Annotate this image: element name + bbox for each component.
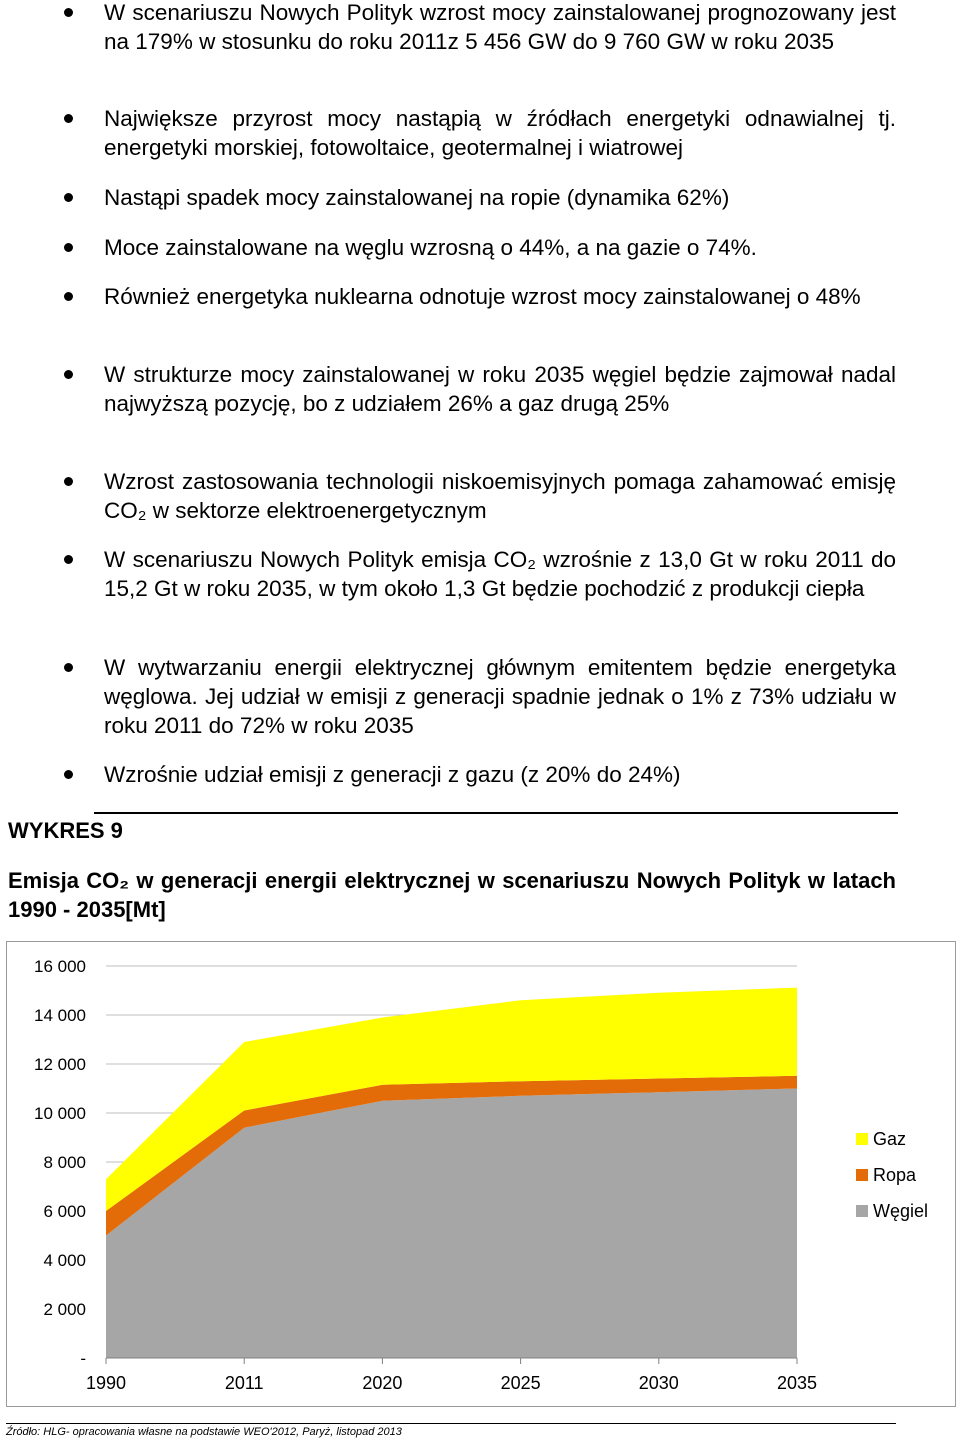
y-tick-label: 6 000 [43, 1202, 86, 1221]
legend-label: Węgiel [873, 1201, 929, 1221]
x-tick-label: 2020 [362, 1373, 403, 1393]
bullet-text: Wzrost zastosowania technologii niskoemisyjnych pomaga zahamować emisję CO₂ w sektorze elektroenergetycznym [104, 469, 896, 523]
x-tick-label: 2030 [638, 1373, 679, 1393]
y-tick-label: 4 000 [43, 1251, 86, 1270]
y-tick-label: 14 000 [34, 1006, 86, 1025]
x-tick-label: 2035 [776, 1373, 818, 1393]
y-tick-label: - [80, 1349, 86, 1368]
bullet-text: Moce zainstalowane na węglu wzrosną o 44%, a na gazie o 74%. [104, 235, 757, 260]
x-tick-label: 1990 [85, 1373, 127, 1393]
x-tick-label: 2011 [224, 1373, 264, 1393]
bullet-text: Wzrośnie udział emisji z generacji z gazu (z 20% do 24%) [104, 762, 681, 787]
y-tick-label: 12 000 [34, 1055, 86, 1074]
bullet-text: Nastąpi spadek mocy zainstalowanej na ropie (dynamika 62%) [104, 185, 730, 210]
chart-title: Emisja CO₂ w generacji energii elektrycznej w scenariuszu Nowych Polityk w latach 1990 - 2035[Mt] [8, 868, 896, 922]
figure-label: WYKRES 9 [8, 818, 123, 843]
source-note: Źródło: HLG- opracowania własne na podstawie WEO'2012, Paryż, listopad 2013 [6, 1426, 402, 1438]
y-tick-label: 10 000 [34, 1104, 86, 1123]
bullet-text: Największe przyrost mocy nastąpią w źródłach energetyki odnawialnej tj. energetyki morskiej, fotowoltaice, geotermalnej i wiatrowej [104, 106, 896, 160]
y-tick-label: 8 000 [43, 1153, 86, 1172]
bullet-text: Również energetyka nuklearna odnotuje wzrost mocy zainstalowanej o 48% [104, 284, 861, 309]
y-tick-label: 16 000 [34, 957, 86, 976]
x-tick-label: 2025 [500, 1373, 541, 1393]
legend-label: Ropa [873, 1165, 917, 1185]
legend-swatch [856, 1169, 868, 1181]
legend-swatch [856, 1205, 868, 1217]
source-divider [6, 1423, 896, 1424]
bullet-text: W scenariuszu Nowych Polityk emisja CO₂ wzrośnie z 13,0 Gt w roku 2011 do 15,2 Gt w roku 2035, w tym około 1,3 Gt będzie pochodzić z produkcji ciepła [104, 547, 896, 601]
legend-label: Gaz [873, 1129, 907, 1149]
bullet-text: W wytwarzaniu energii elektrycznej głównym emitentem będzie energetyka węglowa. Jej udział w emisji z generacji spadnie jednak o 1% z 73% udziału w roku 2011 do 72% w roku 2035 [104, 655, 896, 738]
y-tick-label: 2 000 [43, 1300, 86, 1319]
bullet-text: W scenariuszu Nowych Polityk wzrost mocy zainstalowanej prognozowany jest na 179% w stosunku do roku 2011z 5 456 GW do 9 760 GW w roku 2035 [104, 0, 896, 54]
bullet-text: W strukturze mocy zainstalowanej w roku 2035 węgiel będzie zajmował nadal najwyższą pozycję, bo z udziałem 26% a gaz drugą 25% [104, 362, 896, 416]
legend-swatch [856, 1133, 868, 1145]
